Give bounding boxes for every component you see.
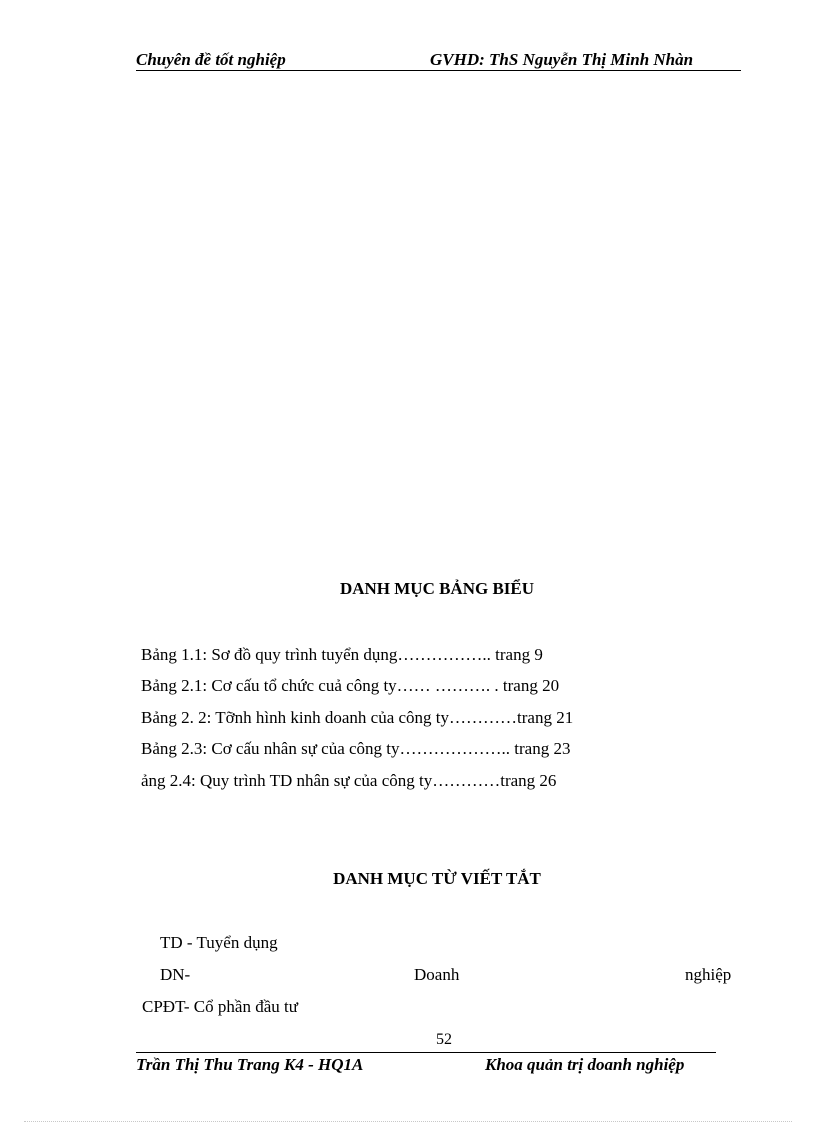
table-list-item: Bảng 2. 2: Tỡnh hình kinh doanh của công ty…………trang 21 <box>141 708 574 727</box>
table-list-item: Bảng 1.1: Sơ đồ quy trình tuyển dụng…………….. trang 9 <box>141 645 543 664</box>
abbreviation-dn-word-2: nghiệp <box>685 965 732 984</box>
abbreviation-cpdt: CPĐT- Cổ phần đầu tư <box>142 997 298 1016</box>
table-list-item: Bảng 2.3: Cơ cấu nhân sự của công ty……………….. trang 23 <box>141 739 571 758</box>
header-right-text: GVHD: ThS Nguyễn Thị Minh Nhàn <box>430 50 694 69</box>
header-rule <box>136 70 741 71</box>
table-list-item: ảng 2.4: Quy trình TD nhân sự của công ty…………trang 26 <box>141 771 557 790</box>
abbreviation-td: TD - Tuyển dụng <box>160 933 278 952</box>
footer-rule <box>136 1052 716 1053</box>
tables-section-title: DANH MỤC BẢNG BIỂU <box>339 579 535 598</box>
footer-right-text: Khoa quản trị doanh nghiệp <box>485 1055 685 1074</box>
abbreviation-dn-label: DN- <box>160 965 191 984</box>
footer-left-text: Trần Thị Thu Trang K4 - HQ1A <box>136 1055 364 1074</box>
abbreviation-dn-word-1: Doanh <box>414 965 460 984</box>
table-list-item: Bảng 2.1: Cơ cấu tổ chức cuả công ty…… ………. . trang 20 <box>141 676 560 695</box>
header-left-text: Chuyên đề tốt nghiệp <box>136 50 286 69</box>
page-bottom-dotted-line <box>24 1121 792 1122</box>
page-number: 52 <box>436 1031 452 1048</box>
abbreviations-section-title: DANH MỤC TỪ VIẾT TẮT <box>333 869 541 888</box>
